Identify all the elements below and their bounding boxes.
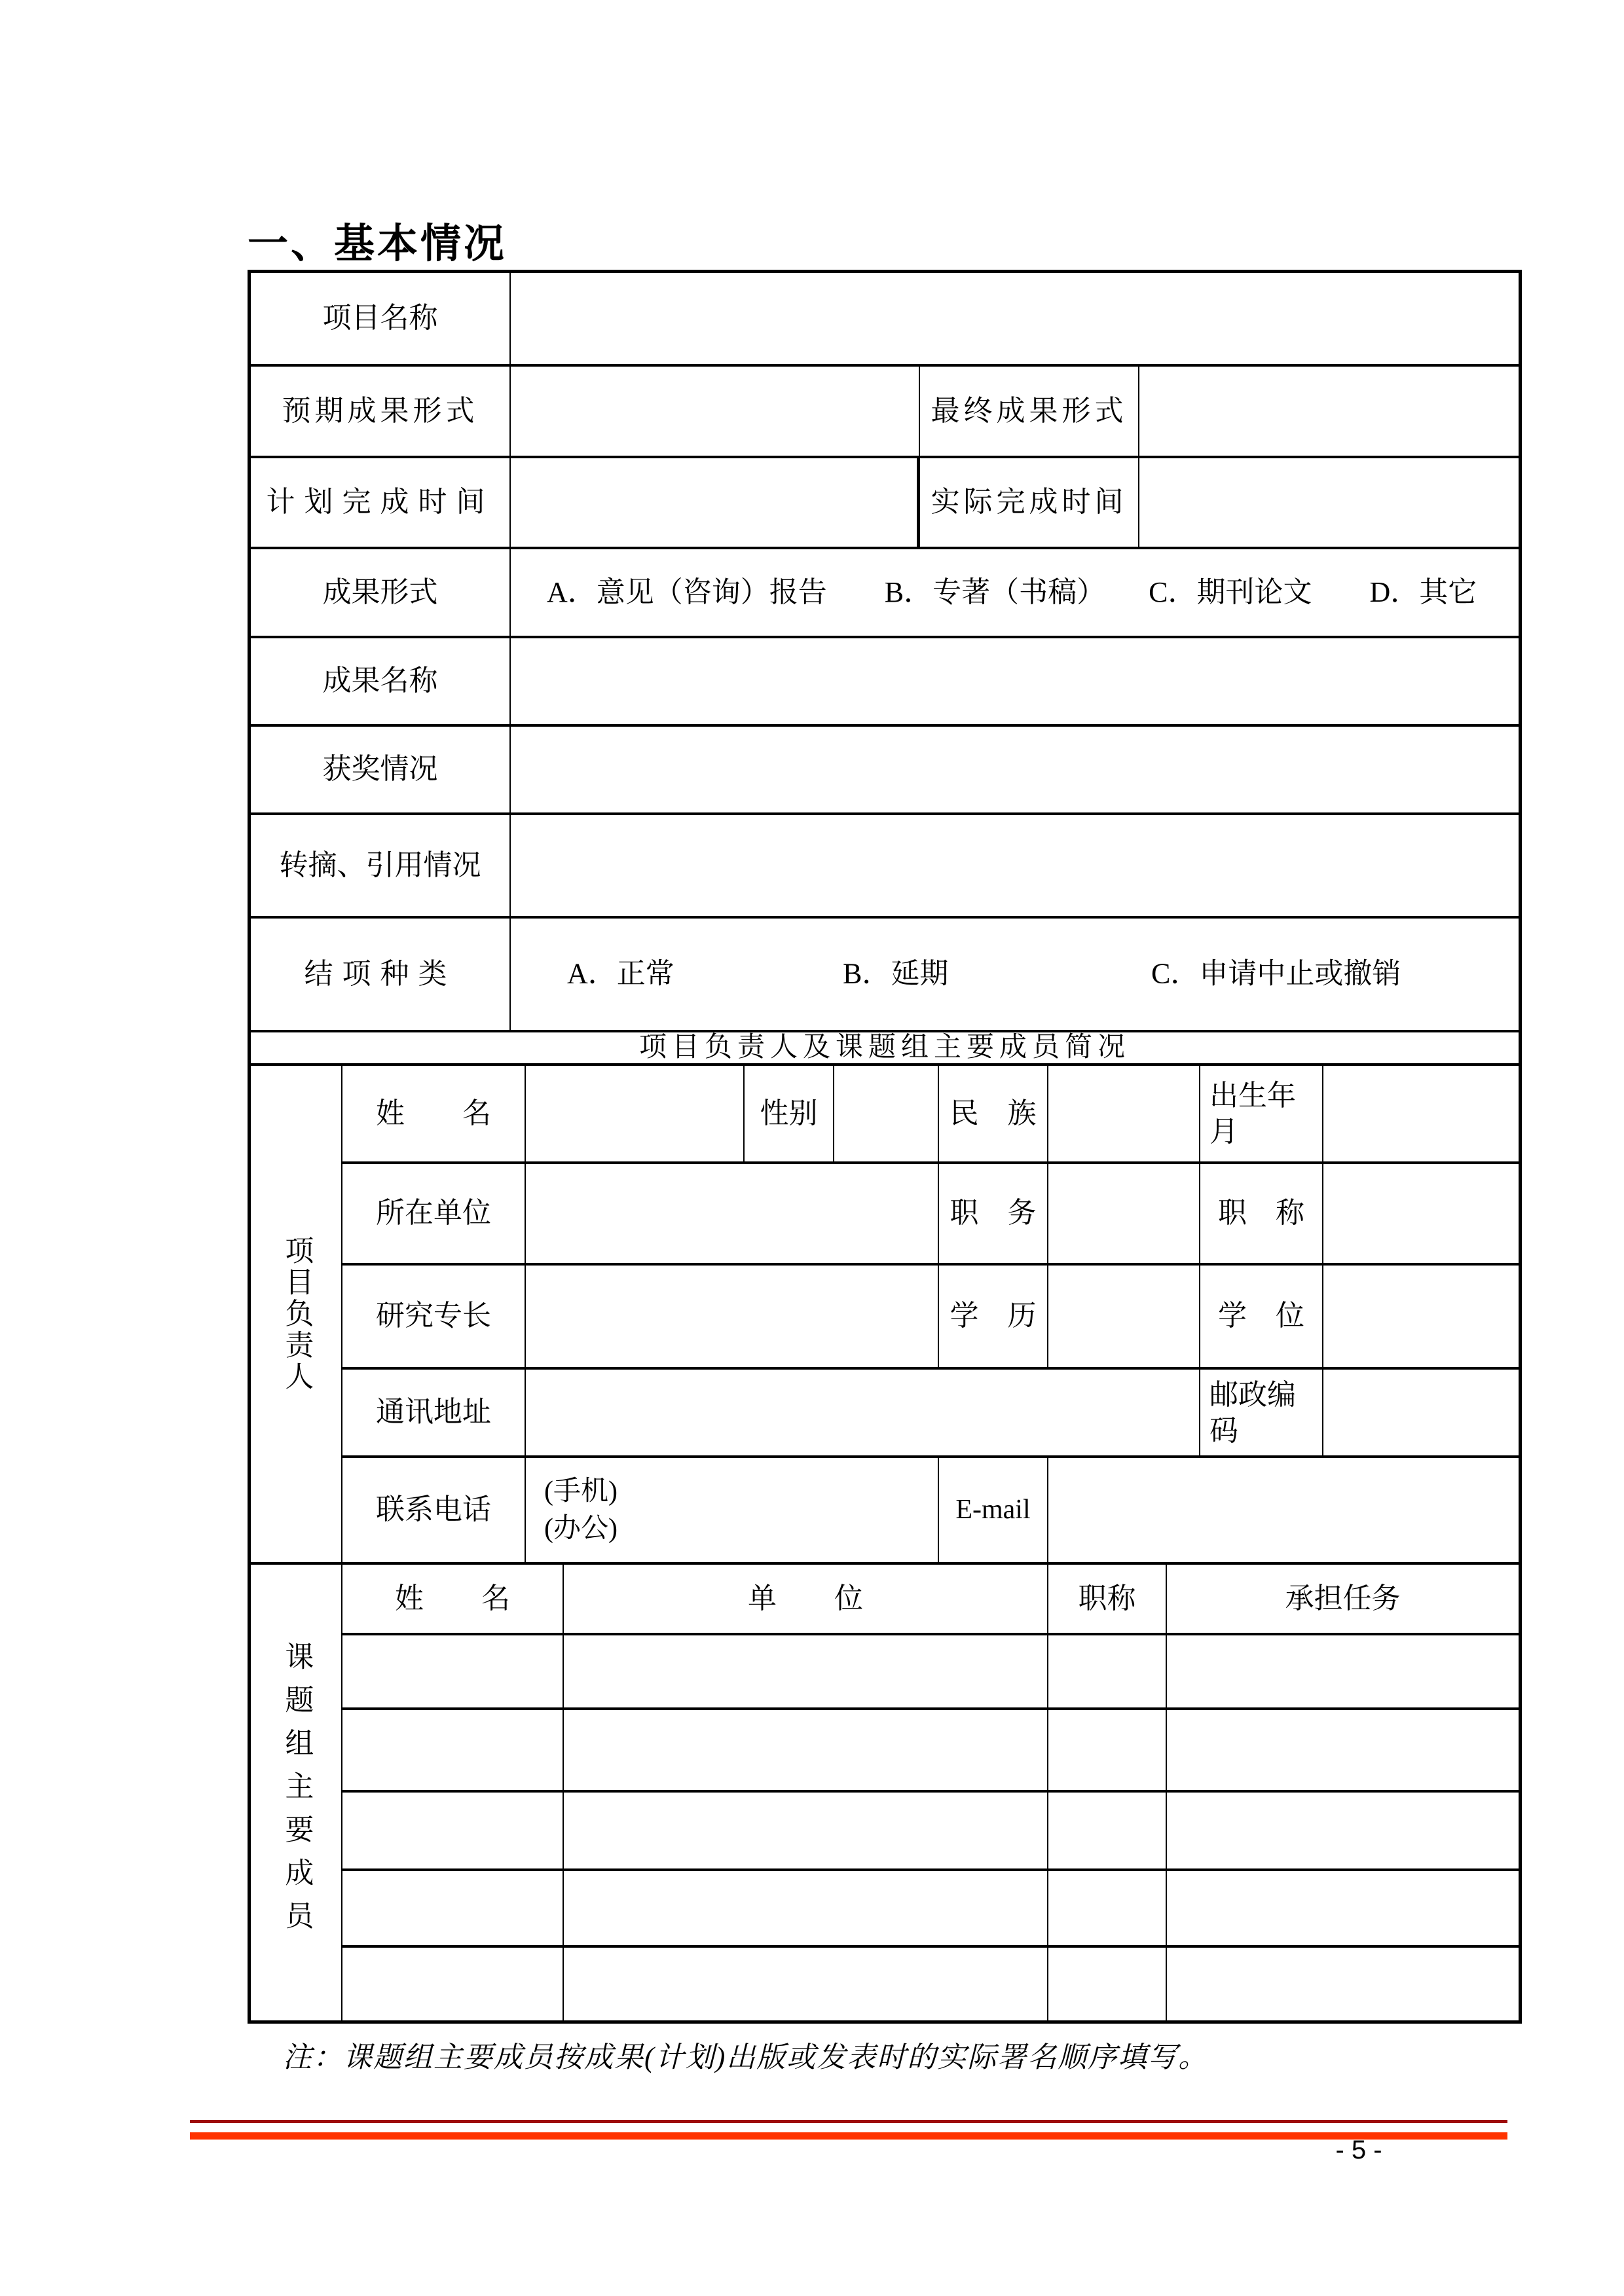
leader-postcode-label: 邮政编码 [1200,1370,1323,1455]
leader-phone-label: 联系电话 [342,1458,526,1562]
row-citation [251,815,1519,919]
citation-label: 转摘、引用情况 [251,815,511,916]
members-section [251,1565,1519,2020]
leader-address-value [526,1370,1200,1455]
row-expected-final-result [251,367,1519,458]
leader-row-name [342,1066,1519,1164]
result-name-label: 成果名称 [251,638,511,724]
expected-result-value [511,367,920,456]
member-org-cell [564,1871,1048,1945]
leader-email-label: E-mail [939,1458,1048,1562]
result-form-label: 成果形式 [251,549,511,636]
member-title-cell [1048,1635,1167,1707]
leader-phone-value [526,1458,939,1562]
member-name-cell [342,1635,564,1707]
member-org-cell [564,1635,1048,1707]
leader-degree-label: 学 位 [1200,1266,1323,1367]
citation-value [511,815,1519,916]
leader-row-specialty [342,1266,1519,1370]
leader-phone-office: (办公) [544,1513,618,1544]
leader-row-org [342,1164,1519,1266]
conclusion-option-c: C．申请中止或撤销 [1151,957,1401,990]
project-name-value [511,273,1519,364]
section-header: 项目负责人及课题组主要成员简况 [638,1032,1130,1063]
row-planned-actual-time [251,458,1519,549]
leader-degree-value [1323,1266,1519,1367]
row-section-header [251,1032,1519,1066]
members-org-header: 单 位 [564,1565,1048,1633]
leader-specialty-value [526,1266,939,1367]
conclusion-options [511,919,1519,1030]
member-title-cell [1048,1793,1167,1868]
leader-duty-label: 职 务 [939,1164,1048,1263]
result-form-options: A．意见（咨询）报告 B．专著（书稿） C．期刊论文 D．其它 [547,575,1477,608]
member-name-cell [342,1948,564,2020]
footer-rule-dark-red [190,2120,1507,2123]
member-title-cell [1048,1871,1167,1945]
footer-rule-bright-red [190,2132,1507,2140]
page-title: 一、基本情况 [248,221,507,266]
leader-side-label [251,1066,342,1565]
leader-ethnicity-value [1048,1066,1200,1161]
members-side-label [251,1565,342,2020]
member-org-cell [564,1793,1048,1868]
planned-time-value [511,458,920,547]
members-name-header: 姓 名 [342,1565,564,1633]
leader-gender-label: 性别 [745,1066,834,1161]
leader-org-label: 所在单位 [342,1164,526,1263]
leader-postcode-value [1323,1370,1519,1455]
leader-gender-value [834,1066,939,1161]
leader-birth-label: 出生年月 [1200,1066,1323,1161]
basic-info-table [248,270,1522,2024]
leader-name-value [526,1066,745,1161]
leader-side-label-text: 项目负责人 [280,1235,313,1393]
member-name-cell [342,1871,564,1945]
members-task-header: 承担任务 [1285,1582,1401,1614]
leader-ethnicity-label: 民 族 [939,1066,1048,1161]
conclusion-option-b: B．延期 [843,957,949,990]
row-project-name [251,273,1519,367]
leader-section [251,1066,1519,1565]
row-award [251,727,1519,815]
award-value [511,727,1519,812]
leader-education-label: 学 历 [939,1266,1048,1367]
expected-result-label: 预期成果形式 [251,367,511,456]
member-row [342,1871,1519,1948]
conclusion-option-a: A．正常 [567,957,674,990]
row-conclusion-type [251,919,1519,1032]
member-task-cell [1167,1871,1519,1945]
member-name-cell [342,1710,564,1790]
member-title-cell [1048,1710,1167,1790]
member-task-cell [1167,1635,1519,1707]
members-side-label-text: 课题组主要成员 [280,1641,313,1944]
award-label: 获奖情况 [251,727,511,812]
members-header-row [342,1565,1519,1635]
leader-email-value [1048,1458,1519,1562]
conclusion-type-label: 结项种类 [251,919,511,1030]
leader-education-value [1048,1266,1200,1367]
member-row [342,1710,1519,1793]
leader-row-phone [342,1458,1519,1565]
member-task-cell [1167,1948,1519,2020]
page-number: - 5 - [1335,2136,1382,2164]
leader-title-value [1323,1164,1519,1263]
project-name-label: 项目名称 [251,273,511,364]
member-row [342,1793,1519,1871]
leader-birth-value [1323,1066,1519,1161]
leader-phone-mobile: (手机) [544,1476,618,1506]
member-name-cell [342,1793,564,1868]
member-task-cell [1167,1710,1519,1790]
member-task-cell [1167,1793,1519,1868]
final-result-value [1139,367,1519,456]
leader-title-label: 职 称 [1200,1164,1323,1263]
final-result-label: 最终成果形式 [920,367,1139,456]
row-result-form [251,549,1519,638]
members-title-header: 职称 [1048,1565,1167,1633]
leader-specialty-label: 研究专长 [342,1266,526,1367]
leader-duty-value [1048,1164,1200,1263]
member-org-cell [564,1710,1048,1790]
leader-address-label: 通讯地址 [342,1370,526,1455]
member-title-cell [1048,1948,1167,2020]
leader-name-label: 姓 名 [342,1066,526,1161]
member-row [342,1635,1519,1710]
leader-row-address [342,1370,1519,1458]
footnote: 注：课题组主要成员按成果(计划)出版或发表时的实际署名顺序填写。 [283,2041,1209,2073]
result-name-value [511,638,1519,724]
leader-org-value [526,1164,939,1263]
actual-time-value [1139,458,1519,547]
planned-time-label: 计划完成时间 [251,458,511,547]
actual-time-label: 实际完成时间 [920,458,1139,547]
row-result-name [251,638,1519,727]
member-row [342,1948,1519,2020]
member-org-cell [564,1948,1048,2020]
